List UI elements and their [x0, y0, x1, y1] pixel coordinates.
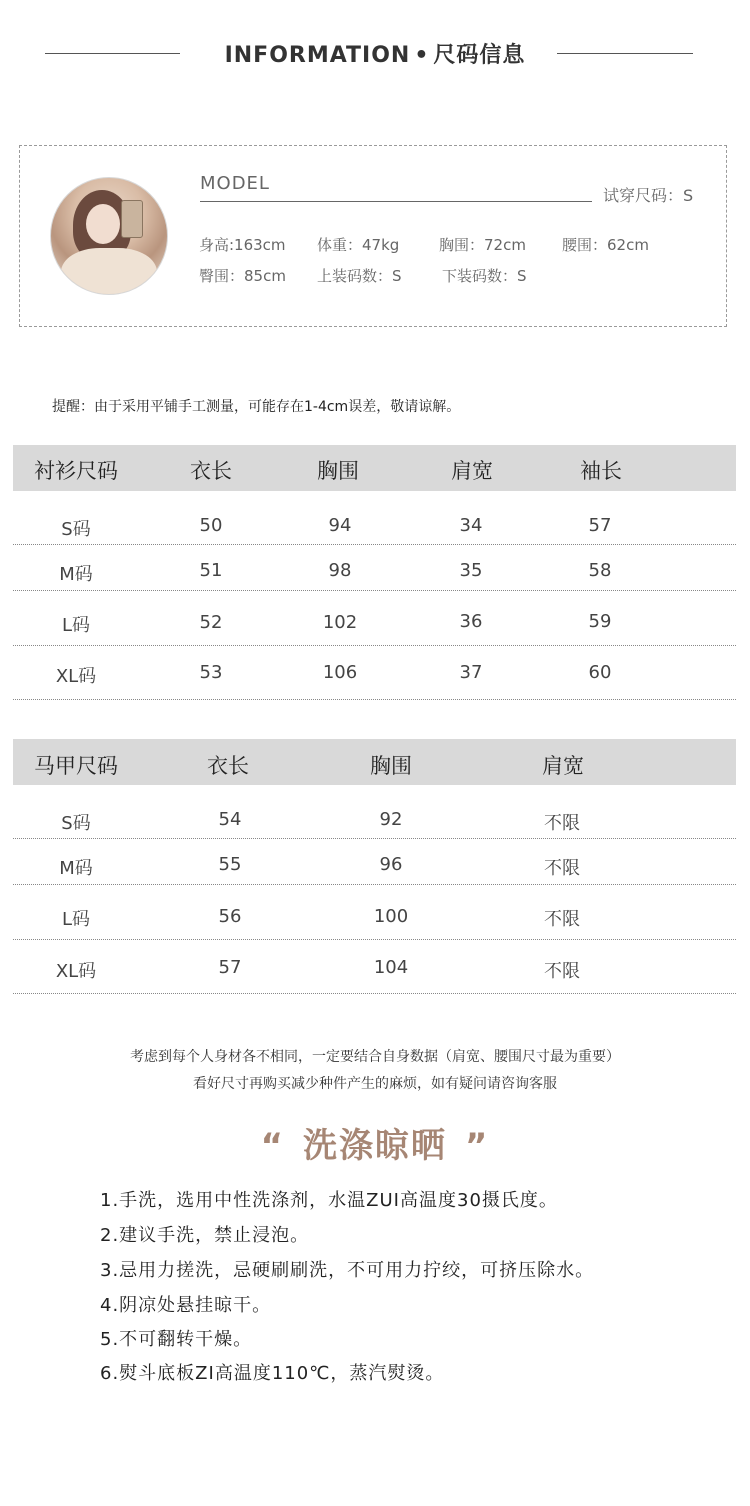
shirt-cell-length: 53 — [199, 662, 223, 683]
shirt-cell-size: M码 — [59, 564, 93, 585]
avatar-face — [86, 204, 120, 244]
model-top-size: 上装码数：S — [317, 267, 402, 285]
vest-cell-bust: 92 — [379, 809, 403, 830]
wash-title-text: 洗涤晾晒 — [303, 1126, 447, 1166]
vest-cell-size: M码 — [59, 858, 93, 879]
shirt-cell-sleeve: 60 — [588, 662, 612, 683]
shirt-header-shoulder: 肩宽 — [451, 459, 493, 483]
vest-cell-length: 57 — [218, 957, 242, 978]
wash-instruction: 6.熨斗底板ZI高温度110℃，蒸汽熨烫。 — [100, 1363, 445, 1384]
table-divider — [13, 544, 736, 545]
table-divider — [13, 993, 736, 994]
shirt-cell-length: 50 — [199, 515, 223, 536]
vest-cell-size: S码 — [61, 813, 91, 834]
title-en: INFORMATION — [224, 43, 411, 68]
model-avatar — [50, 177, 168, 295]
table-divider — [13, 645, 736, 646]
page-title — [0, 38, 750, 69]
title-separator: • — [414, 43, 430, 68]
vest-header-length: 衣长 — [207, 754, 249, 778]
wash-instruction: 3.忌用力搓洗，忌硬刷刷洗，不可用力拧绞，可挤压除水。 — [100, 1260, 595, 1281]
measurement-note: 提醒：由于采用平铺手工测量，可能存在1-4cm误差，敬请谅解。 — [52, 399, 461, 415]
shirt-header-bust: 胸围 — [317, 459, 359, 483]
shirt-cell-length: 51 — [199, 560, 223, 581]
size-tip-line-2: 看好尺寸再购买减少种件产生的麻烦，如有疑问请咨询客服 — [193, 1076, 557, 1092]
vest-cell-shoulder: 不限 — [544, 961, 580, 982]
wash-instruction: 2.建议手洗，禁止浸泡。 — [100, 1225, 310, 1246]
shirt-cell-sleeve: 58 — [588, 560, 612, 581]
table-divider — [13, 884, 736, 885]
shirt-header-length: 衣长 — [190, 459, 232, 483]
shirt-cell-size: L码 — [61, 615, 91, 636]
vest-cell-bust: 104 — [373, 957, 409, 978]
model-bottom-size: 下装码数：S — [442, 267, 527, 285]
vest-cell-bust: 100 — [373, 906, 409, 927]
shirt-cell-bust: 98 — [328, 560, 352, 581]
model-height: 身高:163cm — [199, 236, 286, 254]
shirt-cell-size: XL码 — [55, 666, 97, 687]
shirt-cell-bust: 106 — [322, 662, 358, 683]
vest-cell-shoulder: 不限 — [544, 909, 580, 930]
model-waist: 腰围：62cm — [562, 236, 649, 254]
model-underline — [200, 201, 592, 202]
wash-section-title — [0, 1118, 750, 1167]
table-divider — [13, 590, 736, 591]
shirt-cell-size: S码 — [61, 519, 91, 540]
table-divider — [13, 838, 736, 839]
try-size: 试穿尺码：S — [603, 186, 694, 205]
shirt-cell-sleeve: 59 — [588, 611, 612, 632]
vest-header-size: 马甲尺码 — [34, 754, 118, 778]
avatar-phone — [121, 200, 143, 238]
shirt-cell-shoulder: 34 — [459, 515, 483, 536]
wash-instruction: 5.不可翻转干燥。 — [100, 1329, 253, 1350]
open-quote: “ — [260, 1126, 285, 1166]
shirt-cell-sleeve: 57 — [588, 515, 612, 536]
close-quote: ” — [465, 1126, 490, 1166]
vest-cell-length: 54 — [218, 809, 242, 830]
model-label: MODEL — [200, 173, 270, 194]
vest-cell-size: L码 — [61, 909, 91, 930]
vest-cell-shoulder: 不限 — [544, 858, 580, 879]
title-cn: 尺码信息 — [433, 43, 526, 68]
vest-cell-length: 56 — [218, 906, 242, 927]
table-divider — [13, 939, 736, 940]
shirt-cell-shoulder: 37 — [459, 662, 483, 683]
shirt-cell-shoulder: 35 — [459, 560, 483, 581]
size-tip-line-1: 考虑到每个人身材各不相同，一定要结合自身数据（肩宽、腰围尺寸最为重要） — [130, 1049, 620, 1065]
vest-header-shoulder: 肩宽 — [542, 754, 584, 778]
vest-cell-length: 55 — [218, 854, 242, 875]
shirt-cell-bust: 94 — [328, 515, 352, 536]
avatar-body — [61, 248, 157, 295]
wash-instruction: 4.阴凉处悬挂晾干。 — [100, 1295, 272, 1316]
shirt-table-header — [13, 445, 736, 491]
vest-cell-size: XL码 — [55, 961, 97, 982]
shirt-header-size: 衬衫尺码 — [34, 459, 118, 483]
shirt-cell-shoulder: 36 — [459, 611, 483, 632]
table-divider — [13, 699, 736, 700]
shirt-cell-bust: 102 — [322, 612, 358, 633]
shirt-header-sleeve: 袖长 — [580, 459, 622, 483]
shirt-cell-length: 52 — [199, 612, 223, 633]
model-hip: 臀围：85cm — [199, 267, 286, 285]
vest-header-bust: 胸围 — [370, 754, 412, 778]
vest-cell-shoulder: 不限 — [544, 813, 580, 834]
vest-cell-bust: 96 — [379, 854, 403, 875]
model-weight: 体重：47kg — [317, 236, 400, 254]
wash-instruction: 1.手洗，选用中性洗涤剂，水温ZUI高温度30摄氏度。 — [100, 1190, 558, 1211]
model-bust: 胸围：72cm — [439, 236, 526, 254]
